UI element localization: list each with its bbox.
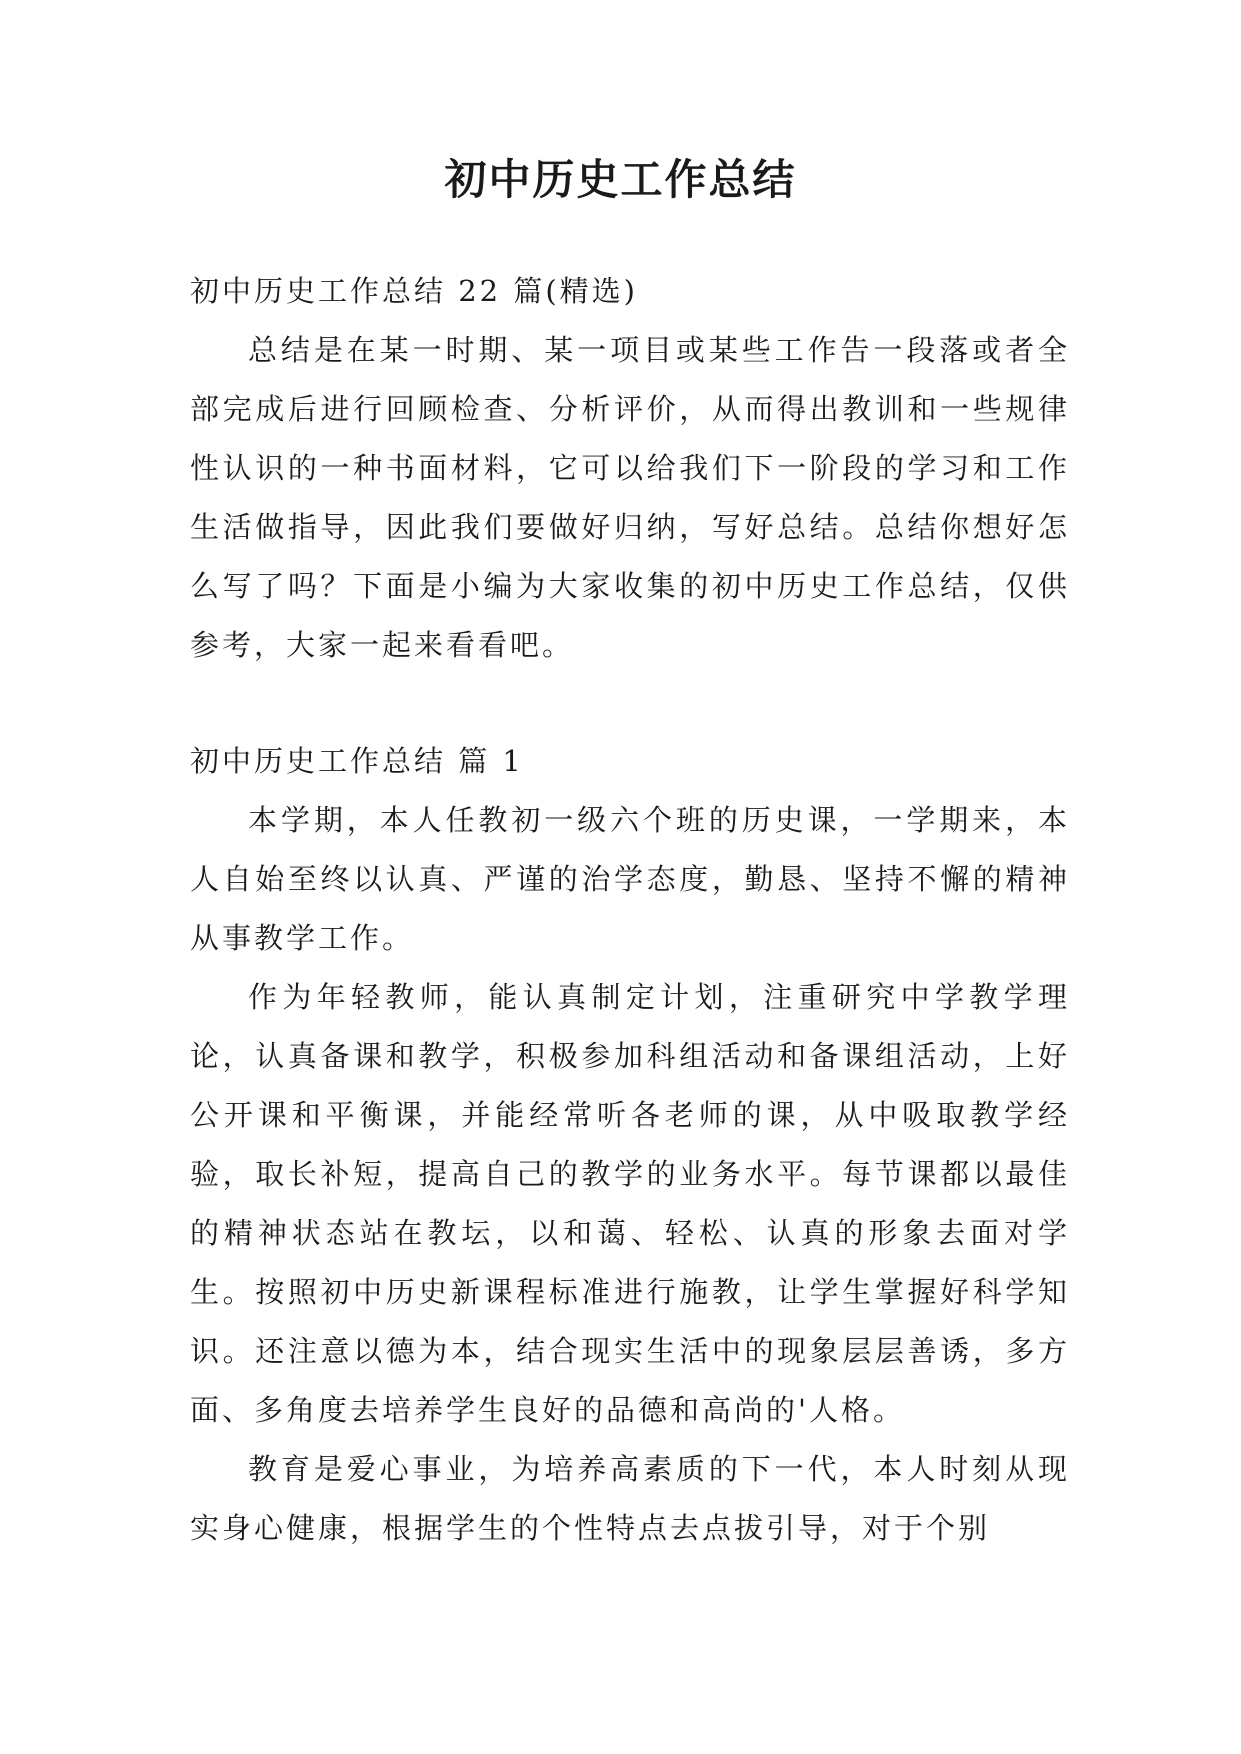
document-body [190, 262, 1070, 1558]
intro-paragraph: 总结是在某一时期、某一项目或某些工作告一段落或者全部完成后进行回顾检查、分析评价，从而得出教训和一些规律性认识的一种书面材料，它可以给我们下一阶段的学习和工作生活做指导，因此我们要做好归纳，写好总结。总结你想好怎么写了吗？下面是小编为大家收集的初中历史工作总结，仅供参考，大家一起来看看吧。 [190, 333, 1070, 662]
document-title: 初中历史工作总结 [444, 155, 797, 204]
section-heading: 初中历史工作总结 篇 1 [190, 744, 524, 778]
document-subtitle: 初中历史工作总结 22 篇(精选) [190, 274, 638, 308]
section-spacer [190, 675, 1070, 732]
section-paragraph-1: 本学期，本人任教初一级六个班的历史课，一学期来，本人自始至终以认真、严谨的治学态度，勤恳、坚持不懈的精神从事教学工作。 [190, 803, 1070, 955]
section-paragraph-2: 作为年轻教师，能认真制定计划，注重研究中学教学理论，认真备课和教学，积极参加科组活动和备课组活动，上好公开课和平衡课，并能经常听各老师的课，从中吸取教学经验，取长补短，提高自己的教学的业务水平。每节课都以最佳的精神状态站在教坛，以和蔼、轻松、认真的形象去面对学生。按照初中历史新课程标准进行施教，让学生掌握好科学知识。还注意以德为本，结合现实生活中的现象层层善诱，多方面、多角度去培养学生良好的品德和高尚的'人格。 [190, 980, 1070, 1427]
section-paragraph-3: 教育是爱心事业，为培养高素质的下一代，本人时刻从现实身心健康，根据学生的个性特点去点拔引导，对于个别 [190, 1452, 1070, 1545]
